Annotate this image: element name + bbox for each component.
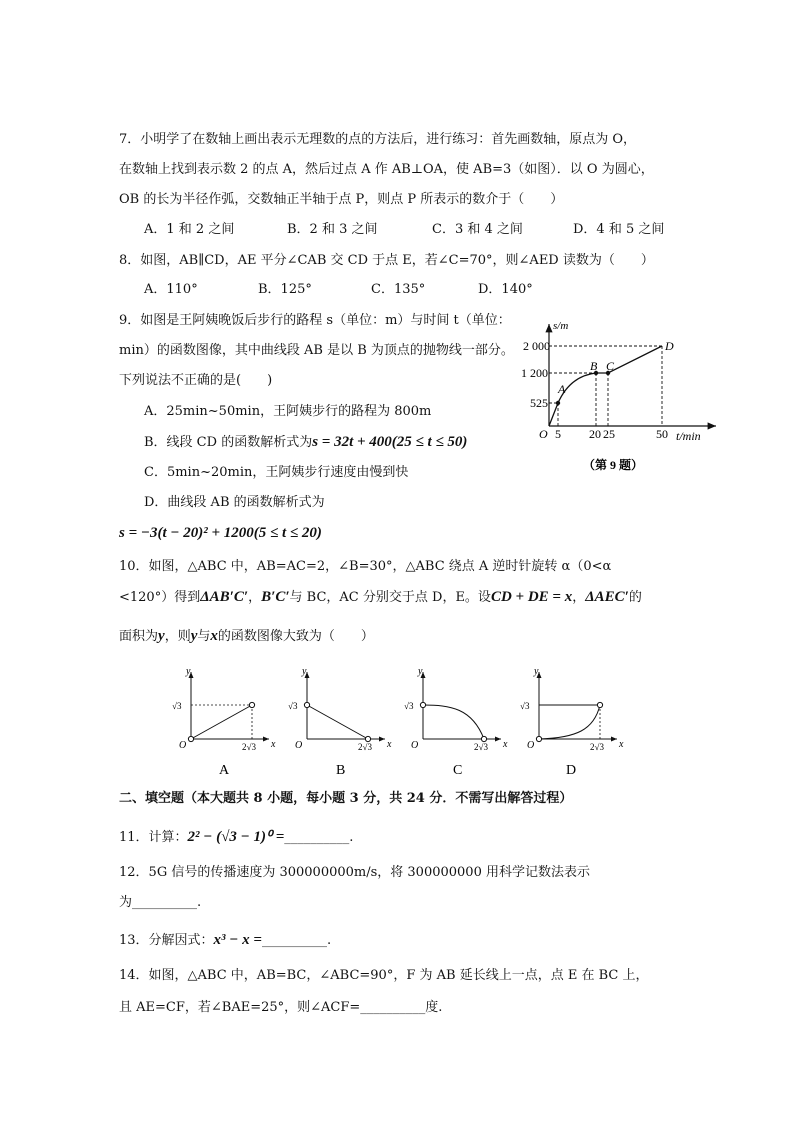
q8-option-a: A．110° bbox=[144, 282, 198, 297]
q7-option-c: C．3 和 4 之间 bbox=[432, 222, 523, 237]
q10-c-origin: O bbox=[411, 740, 419, 751]
q10-formula-b1c1: B′C′ bbox=[261, 589, 290, 605]
q10-d-y-label: y bbox=[534, 666, 539, 677]
q9-option-b-formula: s = 32t + 400(25 ≤ t ≤ 50) bbox=[312, 434, 468, 450]
q9-origin: O bbox=[539, 427, 548, 441]
q8-option-d: D．140° bbox=[478, 282, 533, 297]
q10-a-x-label: x bbox=[271, 739, 276, 750]
q9-option-d-formula: s = −3(t − 20)² + 1200(5 ≤ t ≤ 20) bbox=[119, 525, 322, 541]
q10-graph-b bbox=[288, 666, 392, 778]
q10-line-3 bbox=[119, 627, 374, 646]
q10-b-y-label: y bbox=[302, 666, 307, 677]
q14-line-2: 且 AE=CF，若∠BAE=25°，则∠ACF=__________度. bbox=[119, 1000, 443, 1015]
q10-c-x-label: x bbox=[503, 739, 508, 750]
q10-line2-part-e: 的 bbox=[628, 590, 642, 605]
q11-text: 11．计算： bbox=[119, 830, 188, 845]
q10-a-ymark: √3 bbox=[172, 701, 182, 711]
q9-line-1: 9．如图是王阿姨晚饭后步行的路程 s（单位：m）与时间 t（单位： bbox=[119, 313, 511, 328]
q10-line2-part-c: 与 BC，AC 分别交于点 D，E。设 bbox=[289, 590, 491, 605]
q10-formula-aec1: ΔAEC′ bbox=[585, 589, 629, 605]
q7-line-1: 7．小明学了在数轴上画出表示无理数的点的方法后，进行练习：首先画数轴，原点为 O， bbox=[119, 132, 637, 147]
q10-a-xmark: 2√3 bbox=[242, 742, 256, 752]
q13-text: 13．分解因式： bbox=[119, 933, 214, 948]
q10-b-xmark: 2√3 bbox=[358, 742, 372, 752]
q10-line2-part-d: ， bbox=[572, 590, 586, 605]
q14-line-1: 14．如图，△ABC 中，AB=BC，∠ABC=90°，F 为 AB 延长线上一点，点 E 在 BC 上， bbox=[119, 968, 649, 983]
q10-a-origin: O bbox=[179, 740, 187, 751]
q7-option-d: D．4 和 5 之间 bbox=[573, 222, 665, 237]
q10-formula-cd-de: CD + DE = x bbox=[490, 589, 573, 605]
q9-y-unit: s/m bbox=[553, 320, 569, 332]
q10-line3-part-c: 与 bbox=[197, 629, 211, 644]
q9-xtick-50: 50 bbox=[656, 427, 668, 441]
q11-formula: 2² − (√3 − 1)⁰ = bbox=[187, 829, 285, 845]
q9-xtick-5: 5 bbox=[555, 427, 561, 441]
q10-graph-c-label: C bbox=[453, 763, 463, 778]
q7-option-a: A．1 和 2 之间 bbox=[144, 222, 235, 237]
q10-b-x-label: x bbox=[387, 739, 392, 750]
q9-option-a: A．25min~50min，王阿姨步行的路程为 800m bbox=[144, 404, 432, 419]
q13-end: . bbox=[326, 933, 332, 948]
q9-line-3: 下列说法不正确的是( ) bbox=[119, 373, 273, 388]
q9-caption: （第 9 题） bbox=[583, 458, 644, 472]
q10-graph-b-label: B bbox=[336, 763, 346, 778]
q10-c-xmark: 2√3 bbox=[474, 742, 488, 752]
q10-graph-c bbox=[404, 666, 508, 778]
section-2-heading: 二、填空题（本大题共 8 小题，每小题 3 分，共 24 分．不需写出解答过程） bbox=[119, 791, 573, 806]
q10-graph-a bbox=[172, 666, 276, 778]
q9-xtick-25: 25 bbox=[603, 427, 615, 441]
q9-xtick-20: 20 bbox=[589, 427, 601, 441]
q10-line2-part-b: ， bbox=[248, 590, 262, 605]
q10-graph-d-label: D bbox=[566, 763, 577, 778]
q10-b-origin: O bbox=[295, 740, 303, 751]
q7-option-b: B．2 和 3 之间 bbox=[287, 222, 378, 237]
q9-option-b bbox=[144, 433, 467, 452]
q9-option-b-text: B．线段 CD 的函数解析式为 bbox=[144, 435, 313, 450]
q7-line-3: OB 的长为半径作弧，交数轴正半轴于点 P，则点 P 所表示的数介于（ ） bbox=[119, 192, 564, 207]
q10-d-origin: O bbox=[527, 740, 535, 751]
q11-end: . bbox=[349, 830, 354, 845]
q10-d-xmark: 2√3 bbox=[590, 742, 604, 752]
q9-line-2: min）的函数图像，其中曲线段 AB 是以 B 为顶点的抛物线一部分。 bbox=[119, 343, 514, 358]
q9-x-unit: t/min bbox=[676, 429, 701, 443]
q9-option-d-text: D．曲线段 AB 的函数解析式为 bbox=[144, 495, 325, 510]
q10-line-1: 10．如图，△ABC 中，AB=AC=2，∠B=30°，△ABC 绕点 A 逆时针旋转 α（0<α bbox=[119, 559, 612, 574]
q9-point-c: C bbox=[606, 359, 615, 373]
q13 bbox=[119, 931, 331, 950]
q8-option-b: B．125° bbox=[258, 282, 312, 297]
q10-graph-a-label: A bbox=[219, 763, 230, 778]
q9-point-a: A bbox=[558, 382, 566, 396]
q10-c-ymark: √3 bbox=[404, 701, 414, 711]
q7-line-2: 在数轴上找到表示数 2 的点 A，然后过点 A 作 AB⊥OA，使 AB=3（如图）．以 O 为圆心， bbox=[119, 162, 654, 177]
q8-line-1: 8．如图，AB∥CD，AE 平分∠CAB 交 CD 于点 E，若∠C=70°，则∠AED 读数为（ ） bbox=[119, 253, 654, 268]
q9-ytick-525: 525 bbox=[530, 396, 548, 410]
q10-line-2 bbox=[119, 588, 642, 607]
q10-c-y-label: y bbox=[418, 666, 423, 677]
q10-a-y-label: y bbox=[186, 666, 191, 677]
q10-var-x: x bbox=[210, 628, 218, 644]
q10-line3-part-b: ，则 bbox=[164, 629, 191, 644]
q10-line3-part-a: 面积为 bbox=[119, 629, 159, 644]
q10-line3-part-d: 的函数图像大致为（ ） bbox=[217, 629, 374, 644]
q8-option-c: C．135° bbox=[371, 282, 426, 297]
q9-point-d: D bbox=[665, 339, 674, 353]
q11 bbox=[119, 828, 353, 847]
q13-formula: x³ − x = bbox=[213, 932, 262, 948]
q9-graph bbox=[518, 314, 718, 486]
q10-var-y2: y bbox=[190, 628, 198, 644]
q12-line-2: 为__________. bbox=[119, 895, 202, 910]
q10-d-x-label: x bbox=[619, 739, 624, 750]
q10-line2-part-a: <120°）得到 bbox=[119, 590, 201, 605]
q10-graphs bbox=[168, 664, 648, 780]
q10-d-ymark: √3 bbox=[520, 701, 530, 711]
q10-graph-d bbox=[520, 666, 624, 778]
q10-b-ymark: √3 bbox=[288, 701, 298, 711]
q10-formula-ab1c1: ΔAB′C′ bbox=[200, 589, 249, 605]
q9-option-c: C．5min~20min，王阿姨步行速度由慢到快 bbox=[144, 465, 409, 480]
q9-ytick-2000: 2 000 bbox=[523, 339, 550, 353]
q9-ytick-1200: 1 200 bbox=[521, 366, 548, 380]
q9-point-b: B bbox=[590, 359, 598, 373]
q12-line-1: 12．5G 信号的传播速度为 300000000m/s，将 300000000 用科学记数法表示 bbox=[119, 865, 590, 880]
q13-blank: __________ bbox=[261, 933, 327, 948]
q10-var-y1: y bbox=[158, 628, 165, 644]
q11-blank: __________ bbox=[284, 830, 350, 845]
